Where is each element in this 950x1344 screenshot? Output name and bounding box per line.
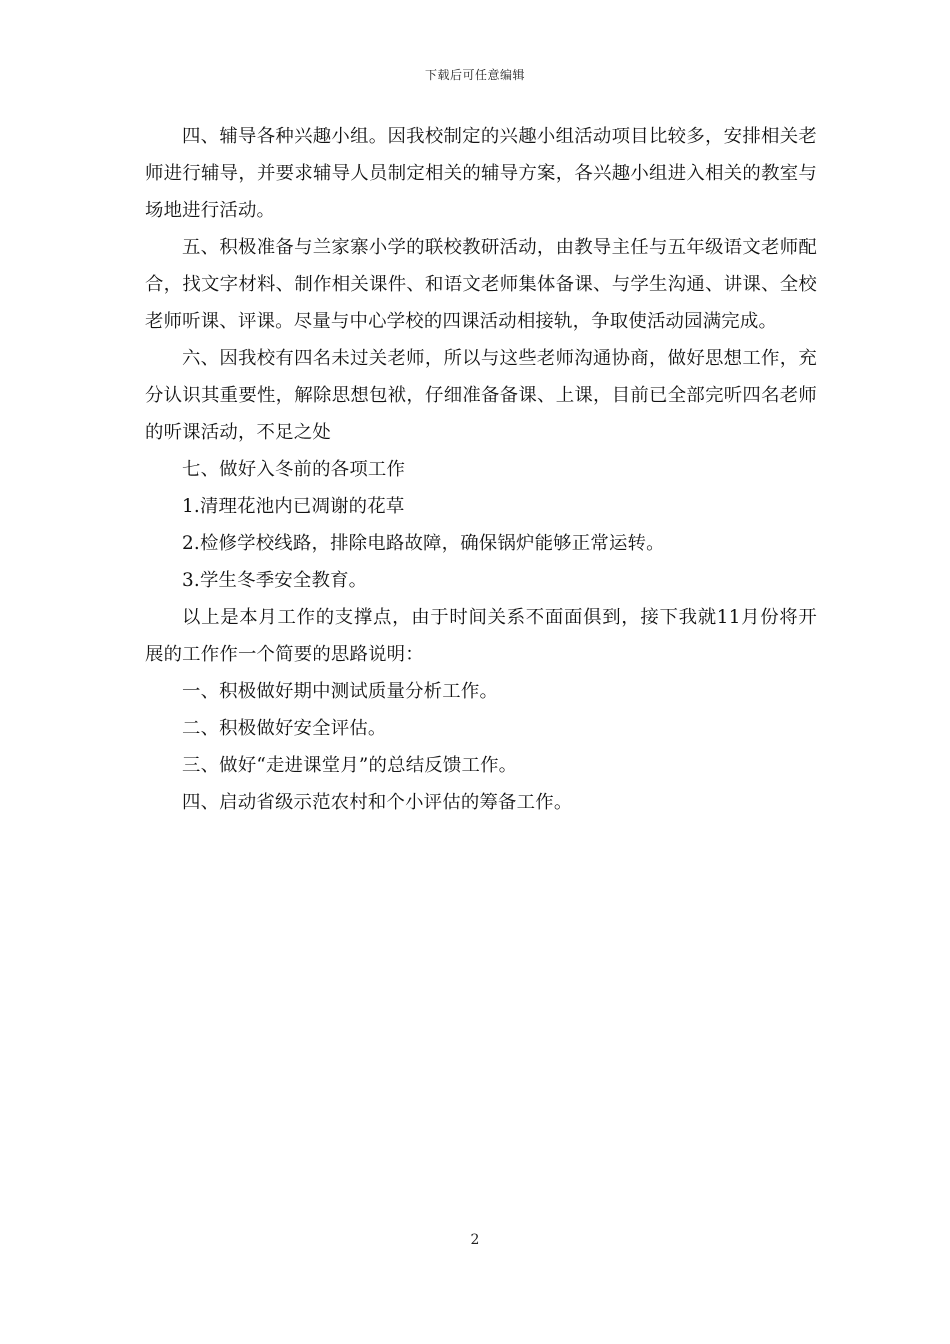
plan-item-classroom-month: 三、做好“走进课堂月”的总结反馈工作。 xyxy=(182,755,518,776)
page-number: 2 xyxy=(470,1232,480,1248)
plan-item-quality-analysis: 一、积极做好期中测试质量分析工作。 xyxy=(182,681,499,702)
plan-item-safety-evaluation: 二、积极做好安全评估。 xyxy=(182,718,387,739)
list-item-flower-beds: 1.清理花池内已凋谢的花草 xyxy=(182,496,405,517)
list-item-wiring-inspection: 2.检修学校线路，排除电路故障，确保锅炉能够正常运转。 xyxy=(182,533,665,554)
paragraph-joint-teaching-research: 五、积极准备与兰家寨小学的联校教研活动，由教导主任与五年级语文老师配合，找文字材料、制作相关课件、和语文老师集体备课、与学生沟通、讲课、全校老师听课、评课。尽量与中心学校的四课活动相接轨，争取使活动园满完成。 xyxy=(145,237,817,332)
paragraph-interest-groups: 四、辅导各种兴趣小组。因我校制定的兴趣小组活动项目比较多，安排相关老师进行辅导，并要求辅导人员制定相关的辅导方案，各兴趣小组进入相关的教室与场地进行活动。 xyxy=(145,126,817,221)
page-header: 下载后可任意编辑 xyxy=(424,68,525,82)
document-body xyxy=(145,118,817,821)
paragraph-teacher-communication: 六、因我校有四名未过关老师，所以与这些老师沟通协商，做好思想工作，充分认识其重要性，解除思想包袱，仔细准备备课、上课，目前已全部完听四名老师的听课活动，不足之处 xyxy=(145,348,817,443)
list-item-safety-education: 3.学生冬季安全教育。 xyxy=(182,570,368,591)
paragraph-winter-preparation: 七、做好入冬前的各项工作 xyxy=(182,459,406,480)
plan-item-provincial-evaluation: 四、启动省级示范农村和个小评估的筹备工作。 xyxy=(182,792,573,813)
paragraph-summary: 以上是本月工作的支撑点，由于时间关系不面面俱到，接下我就11月份将开展的工作作一个简要的思路说明： xyxy=(145,607,817,665)
